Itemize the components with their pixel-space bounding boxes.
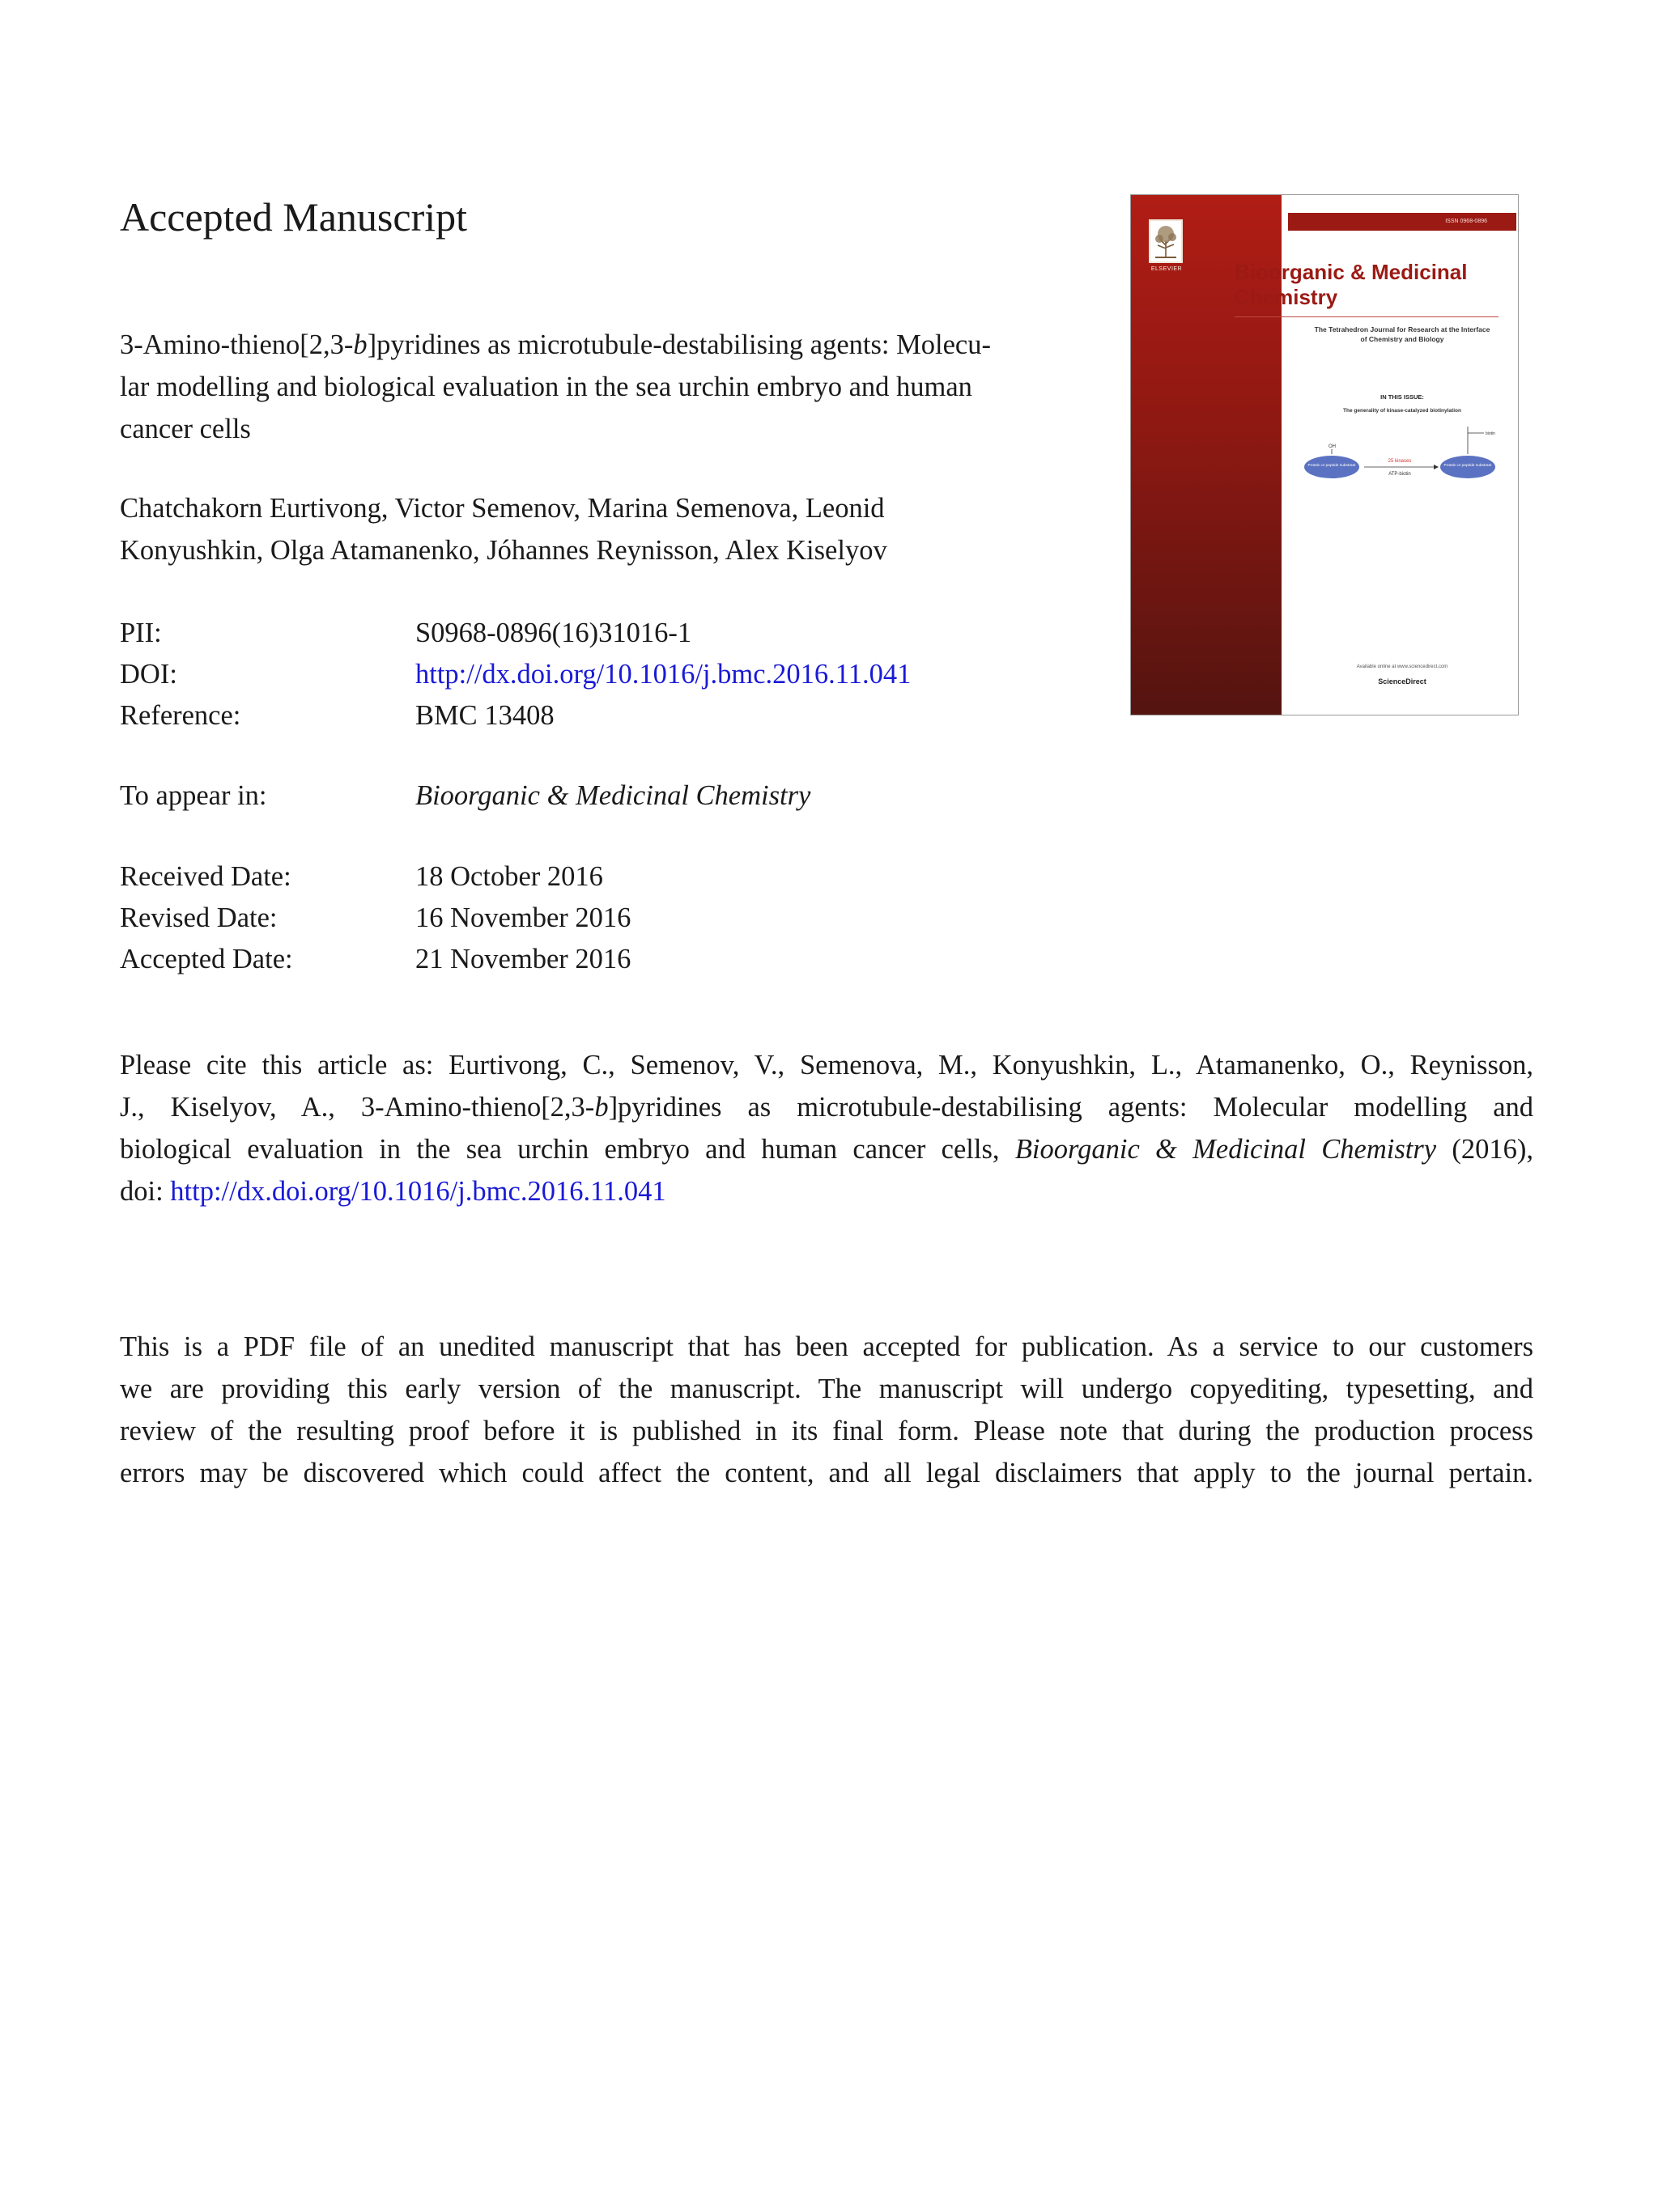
journal-cover-image (1130, 194, 1519, 715)
author-list (120, 487, 1107, 571)
accepted-value: 21 November 2016 (415, 944, 631, 974)
citation-line-3-post: (2016), (1436, 1134, 1534, 1165)
accepted-label: Accepted Date: (120, 944, 293, 974)
scheme-enzyme-label: 25 kinases (1388, 459, 1412, 464)
doi-link[interactable]: http://dx.doi.org/10.1016/j.bmc.2016.11.041 (415, 659, 912, 690)
cover-journal-title-line-1: Bioorganic & Medicinal (1235, 260, 1468, 284)
revised-row (120, 898, 1156, 939)
disclaimer-line-4: errors may be discovered which could affect the content, and all legal disclaimers that apply to the journal pertain. (120, 1458, 1533, 1488)
accepted-row (120, 939, 1156, 980)
cover-title-rule (1235, 316, 1499, 317)
cover-subtitle-line-2: of Chemistry and Biology (1360, 335, 1444, 343)
reference-label: Reference: (120, 700, 241, 731)
disclaimer-line-2: we are providing this early version of the manuscript. The manuscript will undergo copyediting, typesetting, and (120, 1373, 1533, 1404)
citation-line-2-post: ]pyridines as microtubule-destabilising agents: Molecular modelling and (608, 1092, 1534, 1123)
cover-journal-title-line-2: Chemistry (1235, 285, 1338, 309)
citation-line-1: Please cite this article as: Eurtivong, C., Semenov, V., Semenova, M., Konyushkin, L., Atamanenko, O., Reynisson, (120, 1050, 1533, 1081)
appear-label: To appear in: (120, 780, 267, 811)
reference-row (120, 695, 1156, 737)
pii-label: PII: (120, 618, 162, 648)
citation-doi-link[interactable]: http://dx.doi.org/10.1016/j.bmc.2016.11.041 (170, 1176, 666, 1207)
authors-line-2: Konyushkin, Olga Atamanenko, Jóhannes Reynisson, Alex Kiselyov (120, 535, 887, 566)
identifier-block (120, 613, 1156, 737)
reference-value: BMC 13408 (415, 700, 555, 731)
cover-subtitle (1285, 325, 1519, 344)
scheme-oh-label: OH (1329, 444, 1336, 449)
citation-paragraph (120, 1044, 1533, 1212)
authors-line-1: Chatchakorn Eurtivong, Victor Semenov, Marina Semenova, Leonid (120, 493, 885, 524)
cover-issn-bar: ISSN 0968-0896 (1288, 213, 1516, 231)
cover-available-online: Available online at www.sciencedirect.com (1356, 664, 1448, 669)
revised-value: 16 November 2016 (415, 902, 631, 933)
citation-line-2 (120, 1086, 1533, 1128)
article-title (120, 324, 1107, 450)
appear-row (120, 775, 1156, 817)
disclaimer-line-3: review of the resulting proof before it is published in its final form. Please note that during the production process (120, 1416, 1533, 1446)
citation-journal-italic: Bioorganic & Medicinal Chemistry (1014, 1134, 1437, 1165)
cover-journal-title (1235, 260, 1518, 310)
title-line-2: lar modelling and biological evaluation in the sea urchin embryo and human (120, 371, 972, 402)
doi-row (120, 654, 1156, 695)
scheme-right-label: Protein or peptide substrate (1443, 464, 1492, 468)
cover-reaction-scheme (1290, 420, 1513, 485)
citation-line-2-pre: J., Kiselyov, A., 3-Amino-thieno[2,3- (120, 1092, 595, 1123)
elsevier-wordmark: ELSEVIER (1150, 266, 1183, 272)
citation-line-2-italic: b (594, 1092, 609, 1123)
cover-sciencedirect-logo: ScienceDirect (1378, 677, 1426, 686)
title-line-1-italic: b (353, 329, 368, 360)
elsevier-tree-logo-icon (1149, 219, 1183, 263)
title-line-1 (120, 324, 1107, 366)
pii-value: S0968-0896(16)31016-1 (415, 618, 692, 648)
scheme-left-label: Protein or peptide substrate (1307, 464, 1356, 468)
disclaimer-paragraph (120, 1326, 1533, 1494)
received-row (120, 856, 1156, 898)
page-heading: Accepted Manuscript (120, 194, 468, 240)
disclaimer-line-1: This is a PDF file of an unedited manuscript that has been accepted for publication. As a service to our customers (120, 1331, 1533, 1362)
scheme-reagent-label: ATP-biotin (1388, 472, 1411, 477)
revised-label: Revised Date: (120, 902, 278, 933)
scheme-biotin-label: biotin (1486, 431, 1495, 436)
title-line-1-post: ]pyridines as microtubule-destabilising agents: Molecu- (367, 329, 991, 360)
journal-name-value: Bioorganic & Medicinal Chemistry (415, 780, 811, 811)
doi-label: DOI: (120, 659, 177, 690)
cover-in-this-issue: IN THIS ISSUE: (1380, 393, 1424, 401)
title-line-3: cancer cells (120, 414, 251, 444)
pii-row (120, 613, 1156, 654)
citation-doi-prefix: doi: (120, 1176, 171, 1207)
appear-block (120, 775, 1156, 817)
cover-issue-topic: The generality of kinase-catalyzed biotinylation (1343, 408, 1461, 414)
dates-block (120, 856, 1156, 980)
cover-subtitle-line-1: The Tetrahedron Journal for Research at the Interface (1314, 325, 1490, 333)
title-line-1-pre: 3-Amino-thieno[2,3- (120, 329, 354, 360)
citation-line-3-pre: biological evaluation in the sea urchin embryo and human cancer cells, (120, 1134, 1015, 1165)
citation-line-4 (120, 1170, 1533, 1212)
received-value: 18 October 2016 (415, 861, 603, 892)
citation-line-3 (120, 1128, 1533, 1170)
received-label: Received Date: (120, 861, 291, 892)
